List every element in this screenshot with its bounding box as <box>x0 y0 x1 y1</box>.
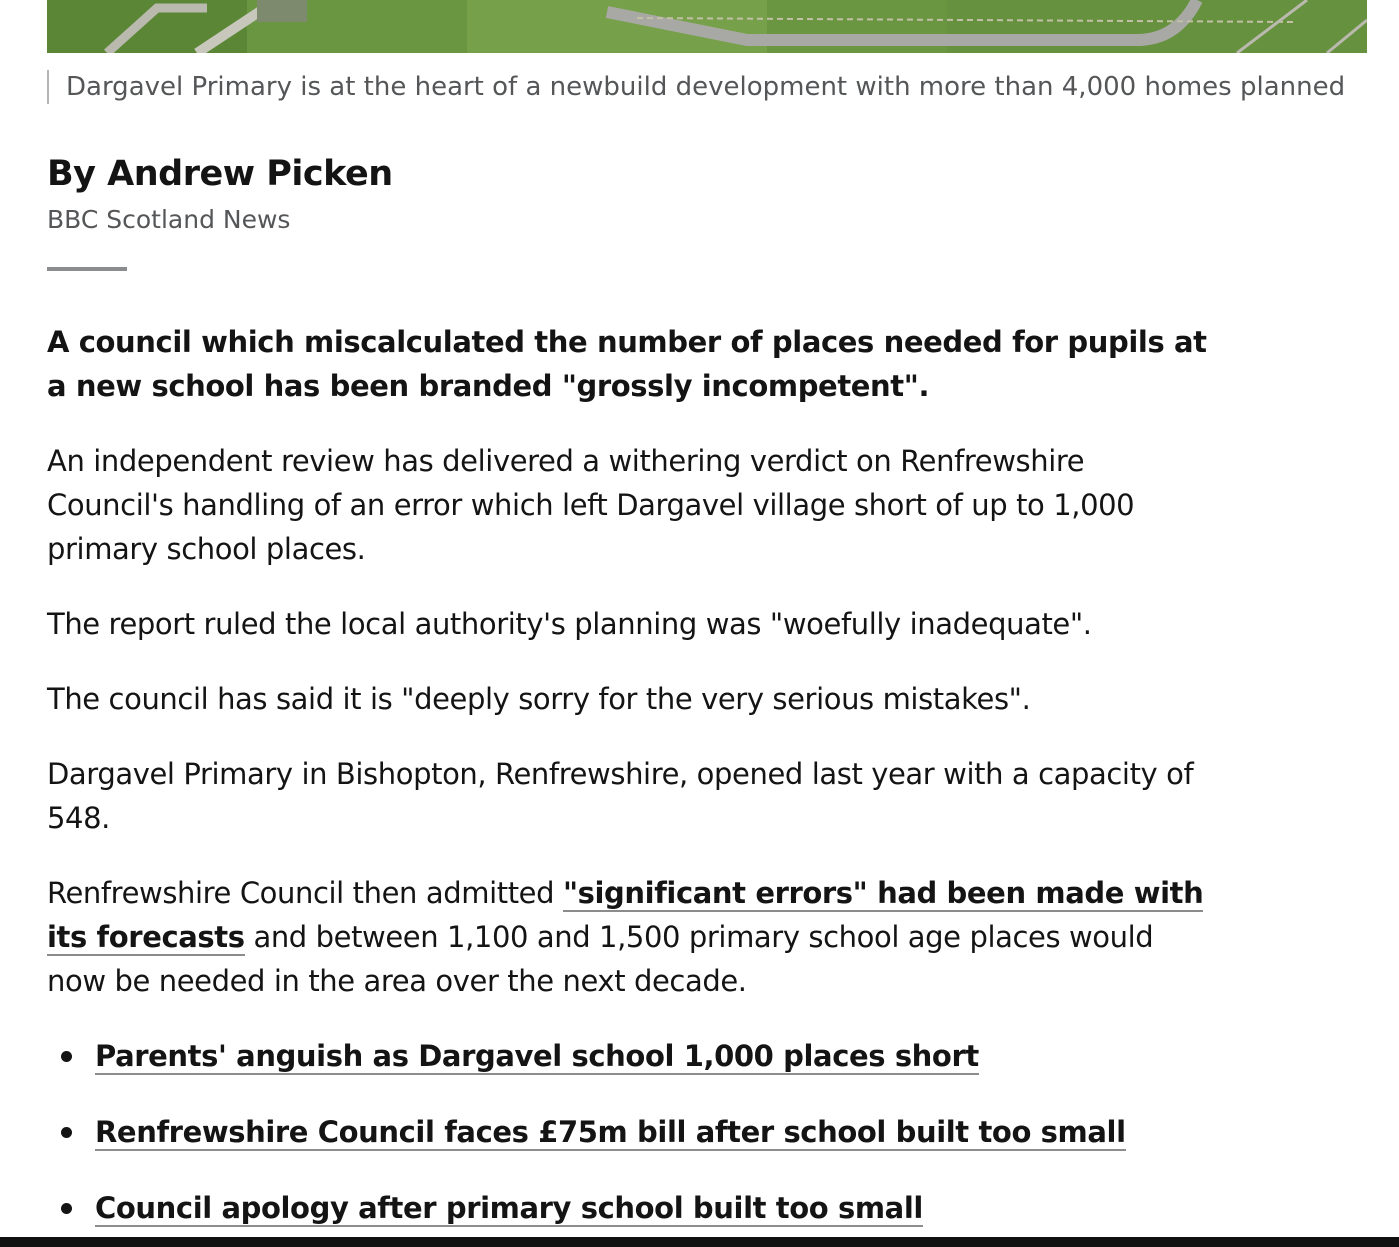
article-paragraph: The report ruled the local authority's planning was "woefully inadequate". <box>47 607 1092 641</box>
paragraph-text-after-link: and between 1,100 and 1,500 primary school age places would now be needed in the area over the next decade. <box>47 920 1154 998</box>
bottom-edge-bar <box>0 1237 1399 1247</box>
related-link-item <box>47 1034 1207 1078</box>
article-body <box>47 320 1207 1247</box>
related-link-item <box>47 1186 1207 1230</box>
bullet-icon <box>61 1203 72 1214</box>
related-link[interactable]: Council apology after primary school built too small <box>95 1191 923 1225</box>
article-paragraph-with-link <box>47 871 1207 1003</box>
related-link-item <box>47 1110 1207 1154</box>
article-paragraph: The council has said it is "deeply sorry for the very serious mistakes". <box>47 682 1031 716</box>
aerial-photo-graphic <box>47 0 1367 53</box>
paragraph-text-before-link: Renfrewshire Council then admitted <box>47 876 563 910</box>
article-paragraph: An independent review has delivered a withering verdict on Renfrewshire Council's handling of an error which left Dargavel village short of up to 1,000 primary school places. <box>47 444 1135 566</box>
bullet-icon <box>61 1127 72 1138</box>
author-organisation: BBC Scotland News <box>47 205 291 234</box>
byline-divider <box>47 267 127 271</box>
image-caption: Dargavel Primary is at the heart of a newbuild development with more than 4,000 homes planned <box>47 70 1345 104</box>
significant-errors-link[interactable]: "significant errors" had been made with its forecasts <box>47 876 1204 954</box>
related-link[interactable]: Parents' anguish as Dargavel school 1,000 places short <box>95 1039 979 1073</box>
related-links-list <box>47 1034 1207 1230</box>
related-link[interactable]: Renfrewshire Council faces £75m bill after school built too small <box>95 1115 1126 1149</box>
author-name: By Andrew Picken <box>47 154 393 194</box>
article-paragraph: Dargavel Primary in Bishopton, Renfrewshire, opened last year with a capacity of 548. <box>47 757 1194 835</box>
bullet-icon <box>61 1051 72 1062</box>
hero-image <box>47 0 1367 53</box>
article-intro: A council which miscalculated the number of places needed for pupils at a new school has been branded "grossly incompetent". <box>47 325 1207 403</box>
